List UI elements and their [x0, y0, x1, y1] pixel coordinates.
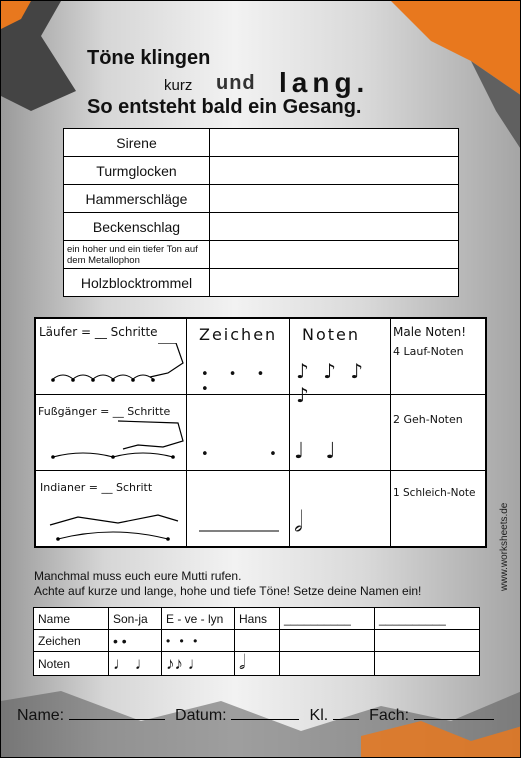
laeufer-zeichen-dots: • • • • [201, 367, 273, 397]
grid-cell-fussgaenger-noten [290, 395, 391, 471]
watermark: www.worksheets.de [499, 502, 510, 591]
names-table-noten-row [34, 652, 480, 676]
grid-cell-indianer-noten [290, 471, 391, 546]
sonja-zeichen: • • [109, 630, 162, 652]
sonja-noten: ♩ ♩ [109, 652, 162, 676]
sound-answer-field[interactable] [210, 185, 459, 213]
indianer-task: 1 Schleich-Note [393, 487, 476, 499]
row-label-zeichen: Zeichen [34, 630, 109, 652]
grid-cell-laeufer-task [391, 319, 487, 395]
fussgaenger-zeichen-dots: • • [201, 447, 289, 462]
title-word-kurz: kurz [164, 77, 193, 94]
grid-cell-laeufer-zeichen [187, 319, 290, 395]
instruction-line-1: Manchmal muss euch eure Mutti rufen. [34, 569, 242, 583]
names-table-zeichen-row [34, 630, 480, 652]
laeufer-eighth-notes: ♪ ♪ ♪ ♪ [296, 359, 368, 407]
footer-fields [17, 705, 494, 725]
walking-figure-drawing [38, 419, 186, 469]
row-label-noten: Noten [34, 652, 109, 676]
hans-noten: 𝅗𝅥 [235, 652, 280, 676]
blank-2-noten[interactable] [375, 652, 480, 676]
running-figure-drawing [38, 343, 186, 393]
sneaking-figure-drawing [38, 495, 186, 545]
sound-answer-field[interactable] [210, 269, 459, 297]
header-hans: Hans [235, 608, 280, 630]
indianer-label: Indianer = __ Schritt [40, 481, 153, 494]
sound-table-row [64, 241, 459, 269]
grid-cell-laeufer-noten [290, 319, 391, 407]
fussgaenger-quarter-notes: ♩ ♩ [294, 439, 336, 464]
name-field[interactable] [69, 705, 165, 720]
datum-label: Datum: [175, 707, 227, 724]
orange-corner-shape-right [391, 1, 521, 96]
fach-label: Fach: [369, 707, 410, 724]
datum-field[interactable] [231, 705, 299, 720]
blank-1-noten[interactable] [280, 652, 375, 676]
sound-name: ein hoher und ein tiefer Ton auf dem Metallophon [64, 241, 210, 269]
title-word-lang: lang. [279, 67, 370, 98]
grid-cell-fussgaenger-task [391, 395, 487, 471]
laeufer-label: Läufer = __ Schritte [39, 325, 158, 339]
grid-cell-indianer [36, 471, 187, 546]
fach-field[interactable] [414, 705, 494, 720]
header-noten: Noten [302, 325, 361, 344]
title-line-2: So entsteht bald ein Gesang. [87, 96, 362, 118]
sound-name: Hammerschläge [64, 185, 210, 213]
rhythm-grid [34, 317, 487, 548]
kl-field[interactable] [333, 705, 359, 720]
blank-2-zeichen[interactable] [375, 630, 480, 652]
grid-cell-indianer-zeichen [187, 471, 290, 546]
sound-name: Holzblocktrommel [64, 269, 210, 297]
grid-cell-fussgaenger-zeichen [187, 395, 290, 471]
indianer-half-note: 𝅗𝅥 [294, 505, 303, 538]
sound-table-row [64, 157, 459, 185]
sound-table-row [64, 129, 459, 157]
header-evelyn: E - ve - lyn [162, 608, 235, 630]
sound-name: Sirene [64, 129, 210, 157]
header-zeichen: Zeichen [199, 325, 278, 344]
grid-cell-indianer-task [391, 471, 487, 546]
title-word-und: und [216, 72, 256, 94]
names-table-header-row [34, 608, 480, 630]
header-name: Name [34, 608, 109, 630]
sound-answer-field[interactable] [210, 157, 459, 185]
names-table [33, 607, 480, 676]
sound-answer-field[interactable] [210, 213, 459, 241]
header-blank-1[interactable]: __________ [280, 608, 375, 630]
evelyn-zeichen: • • • [162, 630, 235, 652]
sound-table-row [64, 213, 459, 241]
name-label: Name: [17, 707, 65, 724]
evelyn-noten: ♪♪ ♩ [162, 652, 235, 676]
title-line-1: Töne klingen [87, 47, 211, 69]
header-blank-2[interactable]: __________ [375, 608, 480, 630]
instruction-line-2: Achte auf kurze und lange, hohe und tiefe Töne! Setze deine Namen ein! [34, 584, 422, 598]
grid-cell-laeufer [36, 319, 187, 395]
fussgaenger-task: 2 Geh-Noten [393, 413, 463, 426]
kl-label: Kl. [309, 707, 329, 724]
laeufer-task: 4 Lauf-Noten [393, 345, 464, 358]
header-task: Male Noten! [393, 325, 467, 339]
sound-table-row [64, 185, 459, 213]
sound-name: Beckenschlag [64, 213, 210, 241]
fussgaenger-label: Fußgänger = __ Schritte [38, 405, 171, 418]
grid-cell-fussgaenger [36, 395, 187, 471]
sound-answer-field[interactable] [210, 241, 459, 269]
sound-answer-field[interactable] [210, 129, 459, 157]
long-line-sign [199, 527, 289, 537]
sound-table [63, 128, 459, 297]
hans-zeichen [235, 630, 280, 652]
sound-table-row [64, 269, 459, 297]
sound-name: Turmglocken [64, 157, 210, 185]
header-sonja: Son-ja [109, 608, 162, 630]
blank-1-zeichen[interactable] [280, 630, 375, 652]
